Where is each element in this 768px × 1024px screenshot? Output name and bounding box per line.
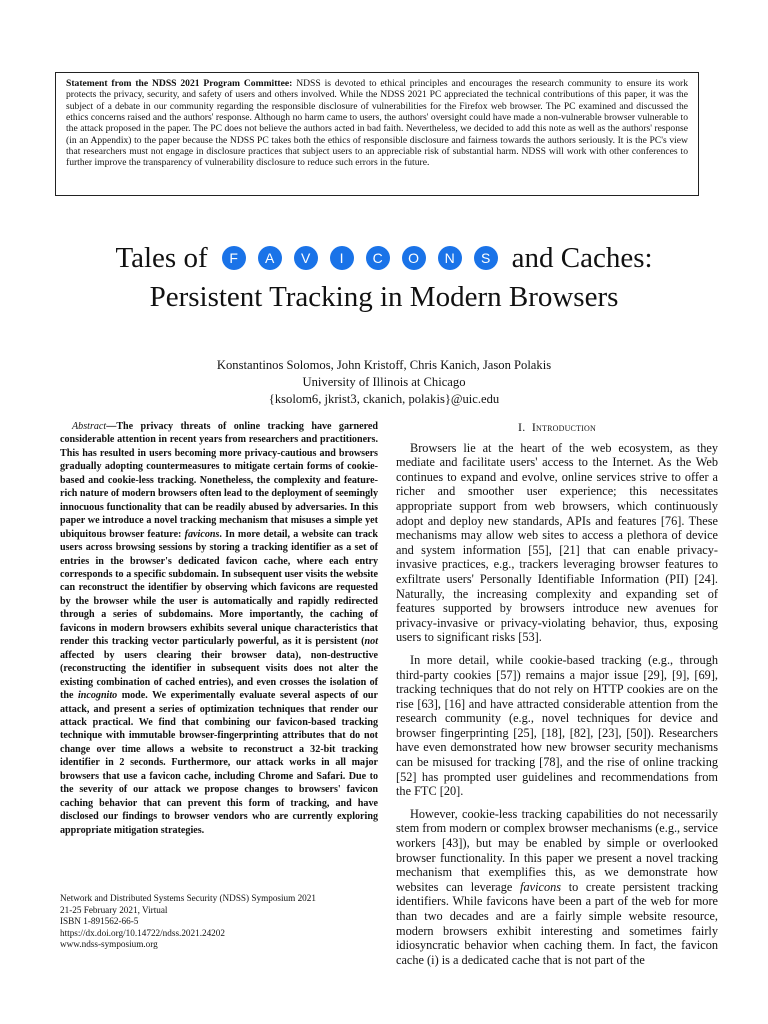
abstract-emphasis: not bbox=[364, 636, 378, 648]
pc-statement-box bbox=[55, 72, 699, 196]
footnote-doi-link[interactable]: https://dx.doi.org/10.14722/ndss.2021.24202 bbox=[60, 927, 225, 938]
letter-circle-icon: V bbox=[294, 246, 318, 270]
abstract-emphasis: incognito bbox=[77, 690, 118, 702]
section-title: Introduction bbox=[531, 420, 596, 434]
abstract-text: mode. We experimentally evaluate several aspects of our attack, and present a series of optimization techniques that render our attack practical. We find that combining our favicon-based tracking technique with immutable browser-fingerprinting attributes that do not change over time allows a website to reconstruct a 32-bit tracking identifier in 2 seconds. Furthermore, our attack works in all major browsers that use a favicon cache, including Chrome and Safari. Due to the severity of our attack we propose changes to browsers' favicon caching behavior that can prevent this form of tracking, and have disclosed our findings to browser vendors who are currently exploring appropriate mitigation strategies. bbox=[60, 690, 378, 836]
favicons-letter-circles bbox=[216, 246, 504, 270]
intro-text: to create persistent tracking identifiers. While favicons have been a part of the web for more than two decades and are a fairly simple website resource, modern browsers exhibit interesting and sometimes fairly idiosyncratic behavior when caching them. In fact, the favicon cache (i) is a dedicated cache that is not part of the bbox=[396, 879, 719, 967]
paper-title bbox=[0, 238, 768, 316]
statement-body: NDSS is devoted to ethical principles and encourages the research community to ensure its work protects the privacy, security, and safety of users and others involved. While the NDSS 2021 PC appreciated the technical contributions of this paper, it was the subject of a debate in our community regarding the responsible disclosure of vulnerabilities for the Firefox web browser. The PC examined and discussed the ethics concerns raised and the authors' response. Although no harm came to users, the authors' oversight could have made a non-vulnerable browser vulnerable to the attack proposed in the paper. The PC does not believe the authors acted in bad faith. Nevertheless, we decided to add this note as well as the authors' response (in an Appendix) to the paper because the NDSS PC takes both the ethics of responsible disclosure and fairness towards the authors seriously. It is the PC's view that researchers must not engage in disclosure practices that subject users to an appreciable risk of substantial harm. NDSS will work with other conferences to further improve the transparency of vulnerability disclosure to reduce such errors in the future. bbox=[66, 78, 688, 169]
abstract-text: The privacy threats of online tracking have garnered considerable attention in recent years from researchers and practitioners. This has resulted in users becoming more privacy-cautious and browsers gradually adopting countermeasures to mitigate certain forms of cookie-based and cookie-less tracking. Nonetheless, the complexity and feature-rich nature of modern browsers often lead to the deployment of seemingly innocuous functionality that can be readily abused by adversaries. In this paper we introduce a novel tracking mechanism that misuses a simple yet ubiquitous browser feature: bbox=[60, 421, 378, 540]
conference-footnote bbox=[60, 893, 378, 951]
letter-circle-icon: C bbox=[366, 246, 390, 270]
letter-circle-icon: N bbox=[438, 246, 462, 270]
letter-circle-icon: S bbox=[474, 246, 498, 270]
abstract bbox=[60, 420, 378, 837]
footnote-line: 21-25 February 2021, Virtual bbox=[60, 904, 168, 915]
footnote-line: Network and Distributed Systems Security (NDSS) Symposium 2021 bbox=[60, 893, 316, 903]
intro-text: However, cookie-less tracking capabilities do not necessarily stem from modern or complex browser mechanisms (e.g., service workers [43]), but may be enabled by simple or overlooked browser functionality. In this paper we present a novel tracking mechanism that exemplifies this, as we demonstrate how websites can leverage bbox=[396, 806, 719, 894]
author-names: Konstantinos Solomos, John Kristoff, Chris Kanich, Jason Polakis bbox=[216, 358, 552, 372]
title-suffix: and Caches: bbox=[511, 242, 653, 274]
letter-circle-icon: F bbox=[222, 246, 246, 270]
letter-circle-icon: I bbox=[330, 246, 354, 270]
letter-circle-icon: A bbox=[258, 246, 282, 270]
statement-heading: Statement from the NDSS 2021 Program Committee: bbox=[66, 78, 293, 89]
title-prefix: Tales of bbox=[115, 242, 208, 274]
section-heading bbox=[396, 420, 718, 435]
letter-circle-icon: O bbox=[402, 246, 426, 270]
footnote-website-link[interactable]: www.ndss-symposium.org bbox=[60, 939, 158, 950]
footnote-line: ISBN 1-891562-66-5 bbox=[60, 916, 139, 927]
abstract-text: affected by users clearing their browser data), non-destructive (reconstructing the identifier in subsequent visits does not alter the existing combination of cached entries), and even crosses the isolation of the bbox=[60, 649, 378, 702]
author-block bbox=[0, 357, 768, 408]
title-line-2: Persistent Tracking in Modern Browsers bbox=[149, 281, 619, 313]
abstract-label: Abstract bbox=[72, 421, 107, 432]
intro-paragraph-1: Browsers lie at the heart of the web ecosystem, as they mediate and facilitate users' access to the Internet. As the Web continues to expand and evolve, online services strive to offer a richer and smoother user experience; this necessitates appropriate support from web browsers, which continuously adopt and deploy new standards, APIs and features [76]. These mechanisms may allow web sites to access a plethora of device and system information [55], [21] that can enable privacy-invasive practices, e.g., trackers leveraging browser features to exfiltrate users' Personally Identifiable Information (PII) [24]. Naturally, the increasing complexity and expanding set of features supported by browsers introduce new avenues for privacy-invasive or privacy-violating behavior, thus, exposing users to significant risks [53]. bbox=[396, 440, 718, 645]
intro-emphasis: favicons bbox=[520, 879, 562, 894]
left-column bbox=[60, 420, 378, 837]
intro-paragraph-3 bbox=[396, 807, 718, 968]
section-number: I. bbox=[518, 420, 526, 434]
author-affiliation: University of Illinois at Chicago bbox=[302, 375, 466, 389]
abstract-dash: — bbox=[106, 421, 117, 432]
abstract-text: . In more detail, a website can track users across browsing sessions by storing a tracking identifier as a set of entries in the browser's dedicated favicon cache, where each entry corresponds to a specific subdomain. In subsequent user visits the website can reconstruct the identifier by observing which favicons are requested by the browser while the user is automatically and rapidly redirected through a series of subdomains. More importantly, the caching of favicons in modern browsers exhibits several unique characteristics that render this tracking vector particularly powerful, as it is persistent ( bbox=[60, 528, 378, 648]
author-emails: {ksolom6, jkrist3, ckanich, polakis}@uic.edu bbox=[268, 392, 500, 406]
abstract-emphasis: favicons bbox=[184, 528, 220, 540]
intro-paragraph-2: In more detail, while cookie-based tracking (e.g., through third-party cookies [57]) remains a major issue [29], [9], [69], tracking techniques that do not rely on HTTP cookies are on the rise [63], [16] and have attracted considerable attention from the research community (e.g., novel techniques for device and browser fingerprinting [25], [18], [82], [23], [50]). Researchers have even demonstrated how new browser security mechanisms can be misused for tracking [78], and the rise of online tracking [52] has prompted user guidelines and recommendations from the FTC [20]. bbox=[396, 652, 718, 799]
right-column bbox=[396, 420, 718, 975]
